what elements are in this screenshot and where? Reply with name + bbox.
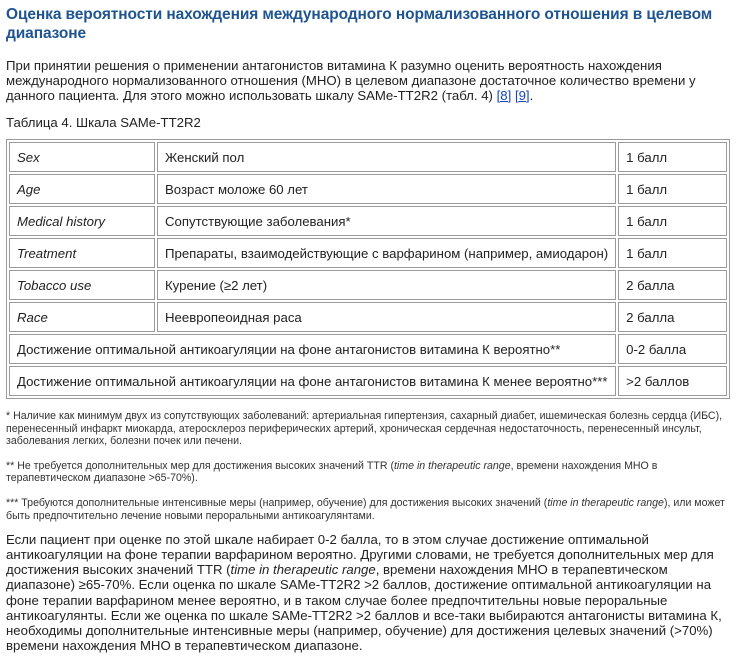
points-cell: 1 балл — [618, 174, 727, 204]
summary-points-cell: 0-2 балла — [618, 334, 727, 364]
conclusion-term: time in therapeutic range — [230, 562, 376, 578]
factor-cell: Race — [9, 302, 155, 332]
footnote-1: * Наличие как минимум двух из сопутствующих заболеваний: артериальная гипертензия, сахарный диабет, ишемическая болезнь сердца (ИБС), перенесенный инфаркт миокарда, атеросклероз периферических артерий, хроническая сердечная недостаточность, перенесенный инсульт, заболевания легких, болезни почек или печени. — [6, 410, 723, 448]
factor-cell: Medical history — [9, 206, 155, 236]
summary-description-cell: Достижение оптимальной антикоагуляции на фоне антагонистов витамина К менее вероятно*** — [9, 366, 616, 396]
factor-cell: Treatment — [9, 238, 155, 268]
footnote-3-text: *** Требуются дополнительные интенсивные меры (например, обучение) для достижения высоких значений ( — [6, 496, 548, 509]
description-cell: Курение (≥2 лет) — [157, 270, 616, 300]
section-heading: Оценка вероятности нахождения международного нормализованного отношения в целевом диапазоне — [6, 6, 713, 42]
factor-cell: Sex — [9, 142, 155, 172]
description-cell: Неевропеоидная раса — [157, 302, 616, 332]
footnote-3-text-end: ), или может быть предпочтительно лечение новыми пероральными антикоагулянтами. — [6, 496, 725, 522]
description-cell: Препараты, взаимодействующие с варфарином (например, амиодарон) — [157, 238, 616, 268]
same-tt2r2-table — [6, 139, 730, 399]
table-row — [9, 302, 727, 332]
summary-row — [9, 366, 727, 396]
table-row — [9, 174, 727, 204]
intro-text: При принятии решения о применении антагонистов витамина К разумно оценить вероятность нахождения международного нормализованного отношения (МНО) в целевом диапазоне достаточное количество времени у данного пациента. Для этого можно использовать шкалу SAMe-TT2R2 (табл. 4) — [6, 58, 696, 103]
summary-description-cell: Достижение оптимальной антикоагуляции на фоне антагонистов витамина К вероятно** — [9, 334, 616, 364]
points-cell: 1 балл — [618, 238, 727, 268]
factor-cell: Age — [9, 174, 155, 204]
footnote-3-term: time in therapeutic range — [547, 496, 664, 509]
description-cell: Сопутствующие заболевания* — [157, 206, 616, 236]
points-cell: 2 балла — [618, 302, 727, 332]
conclusion-paragraph — [6, 532, 730, 653]
description-cell: Женский пол — [157, 142, 616, 172]
points-cell: 1 балл — [618, 206, 727, 236]
table-row — [9, 142, 727, 172]
summary-row — [9, 334, 727, 364]
footnote-2 — [6, 460, 730, 485]
table-row — [9, 270, 727, 300]
points-cell: 2 балла — [618, 270, 727, 300]
intro-end: . — [529, 88, 534, 103]
intro-paragraph — [6, 58, 730, 103]
footnote-2-text-end: , времени нахождения МНО в терапевтическом диапазоне >65-70%). — [6, 459, 658, 485]
table-row — [9, 206, 727, 236]
points-cell: 1 балл — [618, 142, 727, 172]
summary-points-cell: >2 баллов — [618, 366, 727, 396]
reference-link-8[interactable]: [8] — [496, 88, 512, 103]
table-caption: Таблица 4. Шкала SAMe-TT2R2 — [6, 115, 201, 130]
description-cell: Возраст моложе 60 лет — [157, 174, 616, 204]
footnote-2-text: ** Не требуется дополнительных мер для достижения высоких значений TTR ( — [6, 459, 394, 472]
conclusion-text: Если пациент при оценке по этой шкале набирает 0-2 балла, то в этом случае достижение оптимальной антикоагуляции на фоне терапии варфарином вероятно. Другими словами, не требуется дополнительных мер для достижения высоких значений TTR ( — [6, 532, 714, 578]
footnote-2-term: time in therapeutic range — [393, 459, 511, 472]
conclusion-text-end: , времени нахождения МНО в терапевтическом диапазоне) ≥65-70%. Если оценка по шкале SAMe-TT2R2 >2 баллов, достижение оптимальной антикоагуляции на фоне терапии варфарином менее вероятно, и в таком случае более предпочтительны новые пероральные антикоагулянты. Если же оценка по шкале SAMe-TT2R2 >2 баллов и все-таки выбираются антагонисты витамина К, необходимы дополнительные интенсивные меры (например, обучение) для достижения целевых значений (>70%) времени нахождения МНО в терапевтическом диапазоне. — [6, 562, 722, 653]
reference-link-9[interactable]: [9] — [514, 88, 530, 103]
footnote-3 — [6, 497, 730, 522]
factor-cell: Tobacco use — [9, 270, 155, 300]
table-row — [9, 238, 727, 268]
